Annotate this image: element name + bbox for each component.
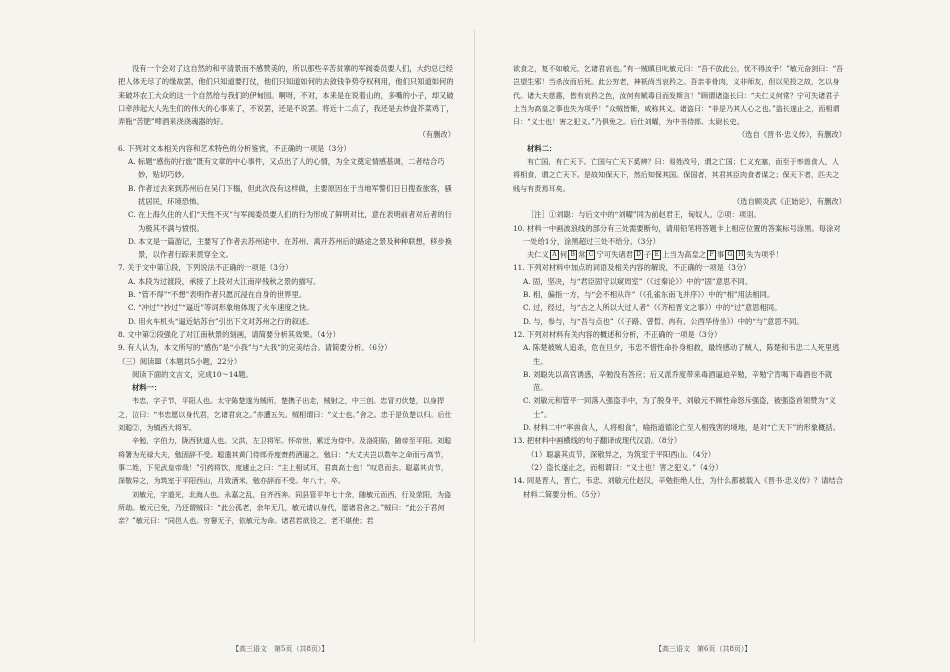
q10-stem: 10. 材料一中画波浪线的部分有三处需要断句，请用铅笔将答题卡上相应位置的答案标号涂黑。每涂对一处给1分，涂黑超过三处不给分。（3分） <box>513 223 841 246</box>
q11-option-c: C. 过，经过，与“古之人所以大过人者”（《齐桓晋文之事》）中的“过”意思相同。 <box>523 303 782 313</box>
box-a[interactable]: A <box>550 250 559 260</box>
q7-option-a: A. 本段为过渡段，承接了上段对大江南岸残秋之景的描写。 <box>128 276 321 286</box>
box-h[interactable]: H <box>738 251 744 259</box>
annotation-note: ［注］①刘聪：与后文中的“刘曜”同为前赵君王，匈奴人。②项：项羽。 <box>527 210 761 220</box>
intro-source: （有删改） <box>418 130 455 140</box>
q13-stem: 13. 把材料中画横线的句子翻译成现代汉语。（8分） <box>513 436 682 446</box>
q13-item-2: （2）盗长遂止之，而相谓曰：“义士也！害之犯义。”（4分） <box>527 462 723 472</box>
q13-item-1: （1）聪嘉其贞节，深敬异之，为筑室于平阳西山。（4分） <box>527 449 716 459</box>
q7-stem: 7. 关于文中第①段，下列说法不正确的一项是（3分） <box>118 263 293 273</box>
q11-stem: 11. 下列对材料中加点的词语及相关内容的解说，不正确的一项是（3分） <box>513 263 751 273</box>
material2-source: （选自顾炎武《正始论》，有删改） <box>732 196 846 206</box>
q7-option-c: C. “冲过”“抄过”“逼近”等词形象地体现了火车速度之快。 <box>128 303 314 313</box>
q12-option-c: C. 刘敏元和管平一同落入强盗手中，为了脱身平，刘敏元不顾性命怒斥强盗，被强盗首领赞为“义士”。 <box>523 396 836 419</box>
box-b[interactable]: B <box>568 250 577 260</box>
q12-option-d: D. 材料二中“率兽食人，人将相食”，喻指道德沦亡至人相残害的境地，是对“亡天下”的形象概括。 <box>523 423 841 433</box>
right-footer: 【高三语文 第6页（共8页）】 <box>655 644 752 653</box>
q12-option-b: B. 刘聪先以高官诱惑，辛勉没有答应；后又派乔度带来毒酒逼迫辛勉，辛勉宁肯喝下毒酒也不就范。 <box>523 369 833 393</box>
q6-option-b: B. 作者过去来到苏州后在吴门下榻，但此次没有这样做，主要原因在于当地军警们日日搜查旅客，骚扰居民，环境恐怖。 <box>128 183 452 206</box>
q8-stem: 8. 文中第②段强化了对江南秋景的刻画，请简要分析其效果。（4分） <box>118 329 340 339</box>
q12-option-a: A. 陈楚被贼人追杀，危在旦夕，韦忠不惜性命扑身相救，最终感动了贼人，陈楚和韦忠二人死里逃生。 <box>523 343 840 366</box>
q14-stem: 14. 同是晋人，晋亡，韦忠、刘敏元仕赵汉，辛勉拒绝人仕，为什么都被载入《晋书·忠义传》？请结合材料二简要分析。（5分） <box>513 476 844 499</box>
material1-para-3: 刘敏元，字道光，北海人也。永嘉之乱，自齐西奔。同县管平年七十余，随敏元而西，行及荥阳，为盗所劫。敏元已免，乃还谓贼曰：“此公孤老，余年无几，敏元请以身代，愿诸君舍之。”贼曰：“此公于君何亲？”敏元曰：“同邑人也。穷窭无子，依敏元为命。诸君若欲役之，老不堪使；若 <box>118 489 452 526</box>
material1-source: （选自《晋书·忠义传》，有删改） <box>737 130 846 140</box>
q6-option-c: C. 在上海久住的人们“天性不灭”与军阀委员要人们的行为形成了鲜明对比，意在表明前者对后者的行为极其不满与愤恨。 <box>128 210 452 233</box>
q11-option-a: A. 固，坚决，与“君臣固守以窥周室”（《过秦论》）中的“固”意思不同。 <box>523 276 753 286</box>
section3-title: （三）阅读Ⅲ（本题共5小题，22分） <box>118 356 242 366</box>
material1-para-2: 辛勉，字伯力，陇西狄道人也。父洪，左卫将军。怀帝世，累迁为侍中。及洛阳陷，随帝至平阳。刘聪将署为光禄大夫，勉固辞不受。聪遣其黄门侍郎乔度赍药酒逼之，勉曰：“大丈夫岂以数年之命而亏高节，事二姓，下见武皇帝哉！”引药将饮，度遽止之曰：“主上相试耳，君真高士也！”叹息而去。聪嘉其贞节，深敬异之，为筑室于平阳西山，月致酒米，勉亦辞而不受。年八十，卒。 <box>118 436 452 486</box>
box-e[interactable]: E <box>652 250 661 260</box>
right-page <box>475 0 950 672</box>
material2-text: 有亡国，有亡天下。亡国与亡天下奚辨？曰：易姓改号，谓之亡国；仁义充塞，而至于率兽食人，人将相食，谓之亡天下。是故知保天下，然后知保其国。保国者，其君其臣肉食者谋之；保天下者，匹夫之贱与有责焉耳矣。 <box>513 157 840 193</box>
q10-boxed-line: 夫仁义 A 何 B 常 C 宁可失诸君 D 子 E 上当为高皇之 F 事 G H 失为项乎！ <box>527 250 783 260</box>
q6-option-a: A. 标题“感伤的行旅”既有文章的中心事件，又点出了人的心情，为全文奠定情感基调，二者结合巧妙，贴切巧妙。 <box>128 157 445 180</box>
q11-option-d: D. 与，参与，与“吾与点也”（《子路、曾晳、冉有、公西华侍坐》）中的“与”意思不同。 <box>523 316 804 326</box>
box-c[interactable]: C <box>586 250 595 260</box>
q6-option-d: D. 本文是一篇游记，主要写了作者去苏州途中、在苏州、离开苏州后的路途之景及种种联想，移步换景，以作者行踪来贯穿全文。 <box>128 236 452 260</box>
intro-paragraph: 没有一个会对了这自然的和平清景而不感赞美的，所以那些辛苦贫寨的军阀委员要人们，大约总已经把人体无尽了的缘故罢，他们只知道要打仗，他们只知道如何的去敛钱争势夺权利用，他们只知道如何的来破坏农工大众的这一个自然给与我们的伊甸园。啊呀，不对，本来是在说着山的，多嘴的小子，却又破口牵涉起大人先生们的伟大的心事来了，不说罢，还是不说罢。将近十二点了，我还是去炒盘芥菜鸡丁，弄瓶“苦肥”啤酒来浇浇魂器的好。 <box>118 64 454 127</box>
box-d[interactable]: D <box>634 250 643 260</box>
section3-instructions: 阅读下面的文言文，完成10～14题。 <box>132 369 253 379</box>
material1-para-1: 韦忠，字子节，平阳人也。太守陈楚遂为贼所，楚携子出走，贼射之，中三创。忠冒刃伏楚，以身捍之，泣曰：“韦忠愿以身代君，乞诸君哀之。”亦遭五矢。贼相谓曰：“义士也。”舍之。忠于是负楚以归。后仕刘聪②，为镇西大将军。 <box>118 396 452 433</box>
q9-stem: 9. 有人认为，本文所写的“感伤”是“小我”与“大我”的完美结合。请简要分析。（6分） <box>118 343 392 353</box>
box-f[interactable]: F <box>707 250 716 260</box>
left-footer: 【高三语文 第5页（共8页）】 <box>232 644 329 653</box>
box-g[interactable]: G <box>725 250 734 260</box>
q11-option-b: B. 相，偏指一方，与“会不相从许”（《孔雀东南飞并序》）中的“相”用法相同。 <box>523 290 775 300</box>
q6-stem: 6. 下列对文本相关内容和艺术特色的分析鉴赏，不正确的一项是（3分） <box>118 143 351 153</box>
material1-label: 材料一： <box>132 383 162 393</box>
material1-continued: 欲食之，复不如敏元，乞诸君哀也。”有一贼瞋目叱敏元曰：“吾不放此公，忧不得汝乎！”敏元奋剑曰：“吾岂望生邪！当杀汝而后死。此公穷老，神祇尚当哀矜之。吾亲非骨肉，义非师友，但以见投之故，乞以身代。诸大夫慈惠，皆有哀矜之色，汝何有赋毒目而发斯言！”顾谓诸盗长曰：“夫仁义何常？宁可失诸君子上当为高皇之事也失为项乎！”众贼皆惭，咸称其义。诸盗曰：“非是乃其人心之也。”盗长遂止之，而相谓曰：“义士也！害之犯义。”乃俱免之。后仕刘曜，为中书侍郎、太尉长史。 <box>513 64 844 127</box>
q7-option-b: B. “管不得”“不想”表明作者只愿沉浸在自身的世界里。 <box>128 290 307 300</box>
material2-label: 材料二： <box>527 143 557 153</box>
q7-option-d: D. 用火车机头“逼近姑苏台”引出下文对苏州之行的叙述。 <box>128 316 314 326</box>
q12-stem: 12. 下列对材料有关内容的概述和分析，不正确的一项是（3分） <box>513 329 722 339</box>
